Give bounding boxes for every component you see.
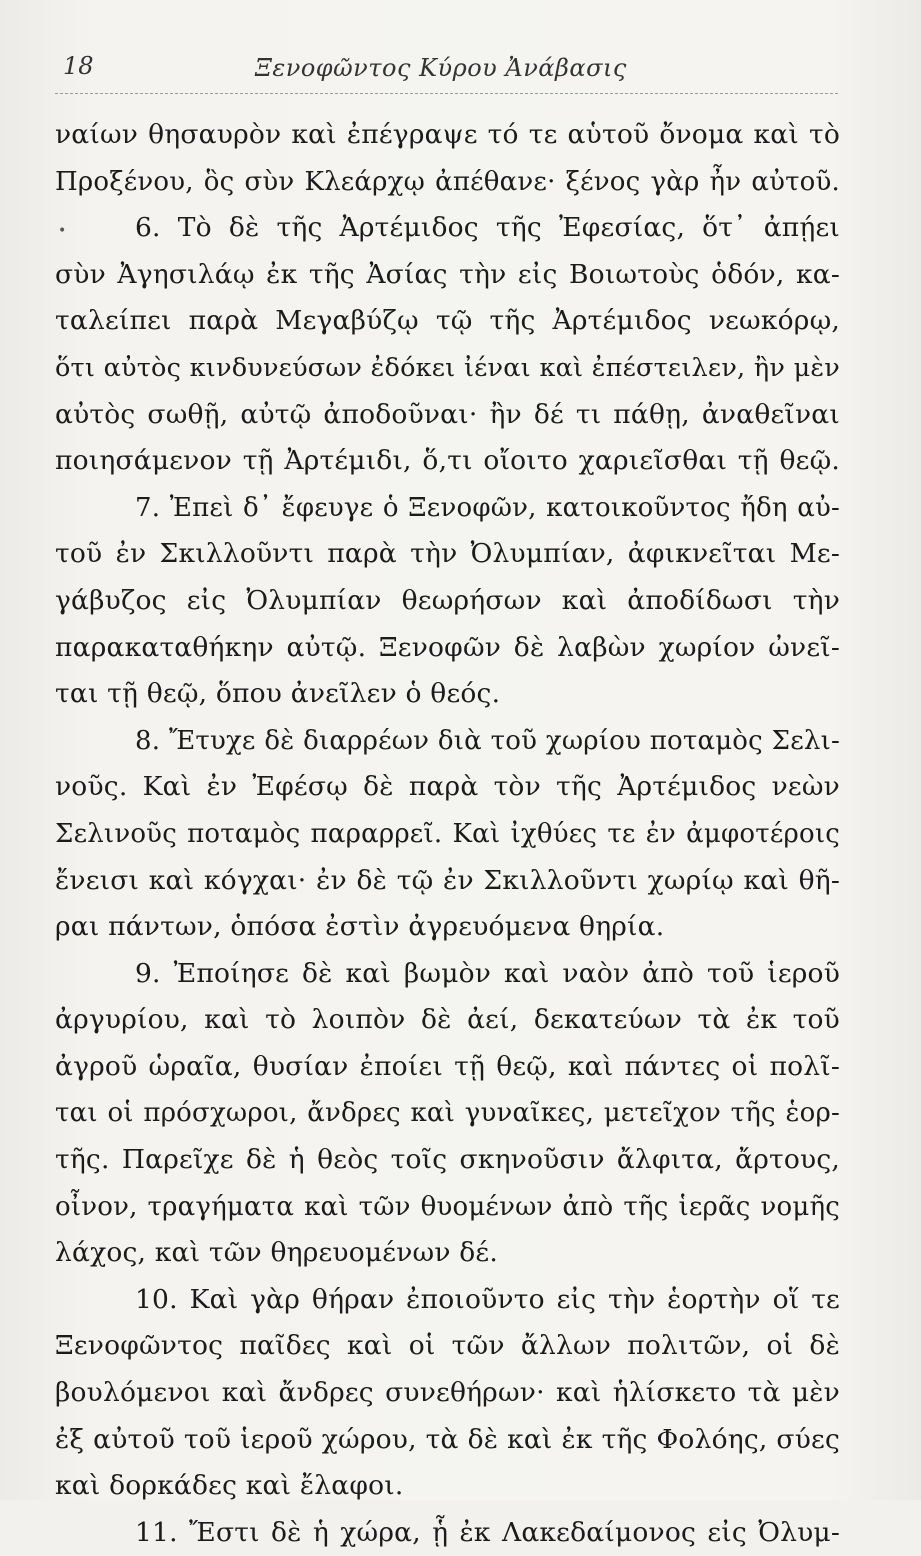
text-line: ται τῇ θεῷ, ὅπου ἀνεῖλεν ὁ θεός. bbox=[55, 678, 501, 710]
text-line: παρακαταθήκην αὐτῷ. Ξενοφῶν δὲ λαβὼν χωρίον ὠνεῖ- bbox=[55, 631, 840, 663]
body-text bbox=[55, 112, 840, 1556]
text-line: ἐξ αὐτοῦ τοῦ ἱεροῦ χώρου, τὰ δὲ καὶ ἐκ τῆς Φολόης, σύες bbox=[55, 1423, 840, 1455]
section-6-start-line: 6. Τὸ δὲ τῆς Ἀρτέμιδος τῆς Ἐφεσίας, ὅτ᾽ ἀπῄει bbox=[135, 212, 840, 244]
text-line: Ξενοφῶντος παῖδες καὶ οἱ τῶν ἄλλων πολιτῶν, οἱ δὲ bbox=[55, 1330, 840, 1362]
text-line: τοῦ ἐν Σκιλλοῦντι παρὰ τὴν Ὀλυμπίαν, ἀφικνεῖται Με- bbox=[55, 538, 840, 570]
text-line: ταλείπει παρὰ Μεγαβύζῳ τῷ τῆς Ἀρτέμιδος νεωκόρῳ, bbox=[55, 305, 840, 337]
header-rule bbox=[55, 93, 838, 94]
text-line: λάχος, καὶ τῶν θηρευομένων δέ. bbox=[55, 1237, 498, 1269]
section-9-start-line: 9. Ἐποίησε δὲ καὶ βωμὸν καὶ ναὸν ἀπὸ τοῦ ἱεροῦ bbox=[135, 957, 840, 989]
page-number: 18 bbox=[63, 52, 94, 80]
text-line: καὶ δορκάδες καὶ ἔλαφοι. bbox=[55, 1470, 404, 1502]
text-line: Προξένου, ὃς σὺν Κλεάρχῳ ἀπέθανε· ξένος γὰρ ἦν αὐτοῦ. bbox=[55, 166, 840, 197]
text-line: ται οἱ πρόσχωροι, ἄνδρες καὶ γυναῖκες, μετεῖχον τῆς ἑορ- bbox=[55, 1098, 840, 1129]
text-line: ἀργυρίου, καὶ τὸ λοιπὸν δὲ ἀεί, δεκατεύων τὰ ἐκ τοῦ bbox=[55, 1004, 840, 1036]
text-line: Σελινοῦς ποταμὸς παραρρεῖ. Καὶ ἰχθύες τε ἐν ἀμφοτέροις bbox=[55, 818, 840, 849]
text-line: ἔνεισι καὶ κόγχαι· ἐν δὲ τῷ ἐν Σκιλλοῦντι χωρίῳ καὶ θῆ- bbox=[55, 864, 840, 896]
text-line: ὅτι αὐτὸς κινδυνεύσων ἐδόκει ἰέναι καὶ ἐπέστειλεν, ἢν μὲν bbox=[55, 352, 840, 383]
text-line: οἶνον, τραγήματα καὶ τῶν θυομένων ἀπὸ τῆς ἱερᾶς νομῆς bbox=[55, 1191, 840, 1222]
text-line: σὺν Ἀγησιλάῳ ἐκ τῆς Ἀσίας τὴν εἰς Βοιωτοὺς ὁδόν, κα- bbox=[55, 258, 840, 290]
text-line: γάβυζος εἰς Ὀλυμπίαν θεωρήσων καὶ ἀποδίδωσι τὴν bbox=[55, 584, 840, 616]
section-7-start-line: 7. Ἐπεὶ δ᾽ ἔφευγε ὁ Ξενοφῶν, κατοικοῦντος ἤδη αὐ- bbox=[135, 492, 840, 523]
text-line: ποιησάμενον τῇ Ἀρτέμιδι, ὅ,τι οἴοιτο χαριεῖσθαι τῇ θεῷ. bbox=[55, 445, 840, 477]
section-10-start-line: 10. Καὶ γὰρ θήραν ἐποιοῦντο εἰς τὴν ἑορτὴν οἵ τε bbox=[135, 1283, 840, 1315]
text-line: ραι πάντων, ὁπόσα ἐστὶν ἀγρευόμενα θηρία. bbox=[55, 911, 665, 943]
running-title: Ξενοφῶντος Κύρου Ἀνάβασις bbox=[255, 54, 627, 82]
text-line: ἀγροῦ ὡραῖα, θυσίαν ἐποίει τῇ θεῷ, καὶ πάντες οἱ πολῖ- bbox=[55, 1050, 840, 1082]
text-line: νοῦς. Καὶ ἐν Ἐφέσῳ δὲ παρὰ τὸν τῆς Ἀρτέμιδος νεὼν bbox=[55, 771, 840, 803]
section-8-start-line: 8. Ἔτυχε δὲ διαρρέων διὰ τοῦ χωρίου ποταμὸς Σελι- bbox=[135, 725, 840, 756]
section-11-start-line: 11. Ἔστι δὲ ἡ χώρα, ᾗ ἐκ Λακεδαίμονος εἰς Ὀλυμ- bbox=[135, 1516, 840, 1548]
text-line: ναίων θησαυρὸν καὶ ἐπέγραψε τό τε αὑτοῦ ὄνομα καὶ τὸ bbox=[55, 119, 840, 150]
running-head bbox=[55, 52, 835, 88]
text-line: τῆς. Παρεῖχε δὲ ἡ θεὸς τοῖς σκηνοῦσιν ἄλφιτα, ἄρτους, bbox=[55, 1144, 840, 1176]
margin-mark: • bbox=[58, 223, 67, 239]
text-line: βουλόμενοι καὶ ἄνδρες συνεθήρων· καὶ ἡλίσκετο τὰ μὲν bbox=[55, 1377, 840, 1409]
text-line: αὐτὸς σωθῇ, αὐτῷ ἀποδοῦναι· ἢν δέ τι πάθῃ, ἀναθεῖναι bbox=[55, 398, 840, 430]
